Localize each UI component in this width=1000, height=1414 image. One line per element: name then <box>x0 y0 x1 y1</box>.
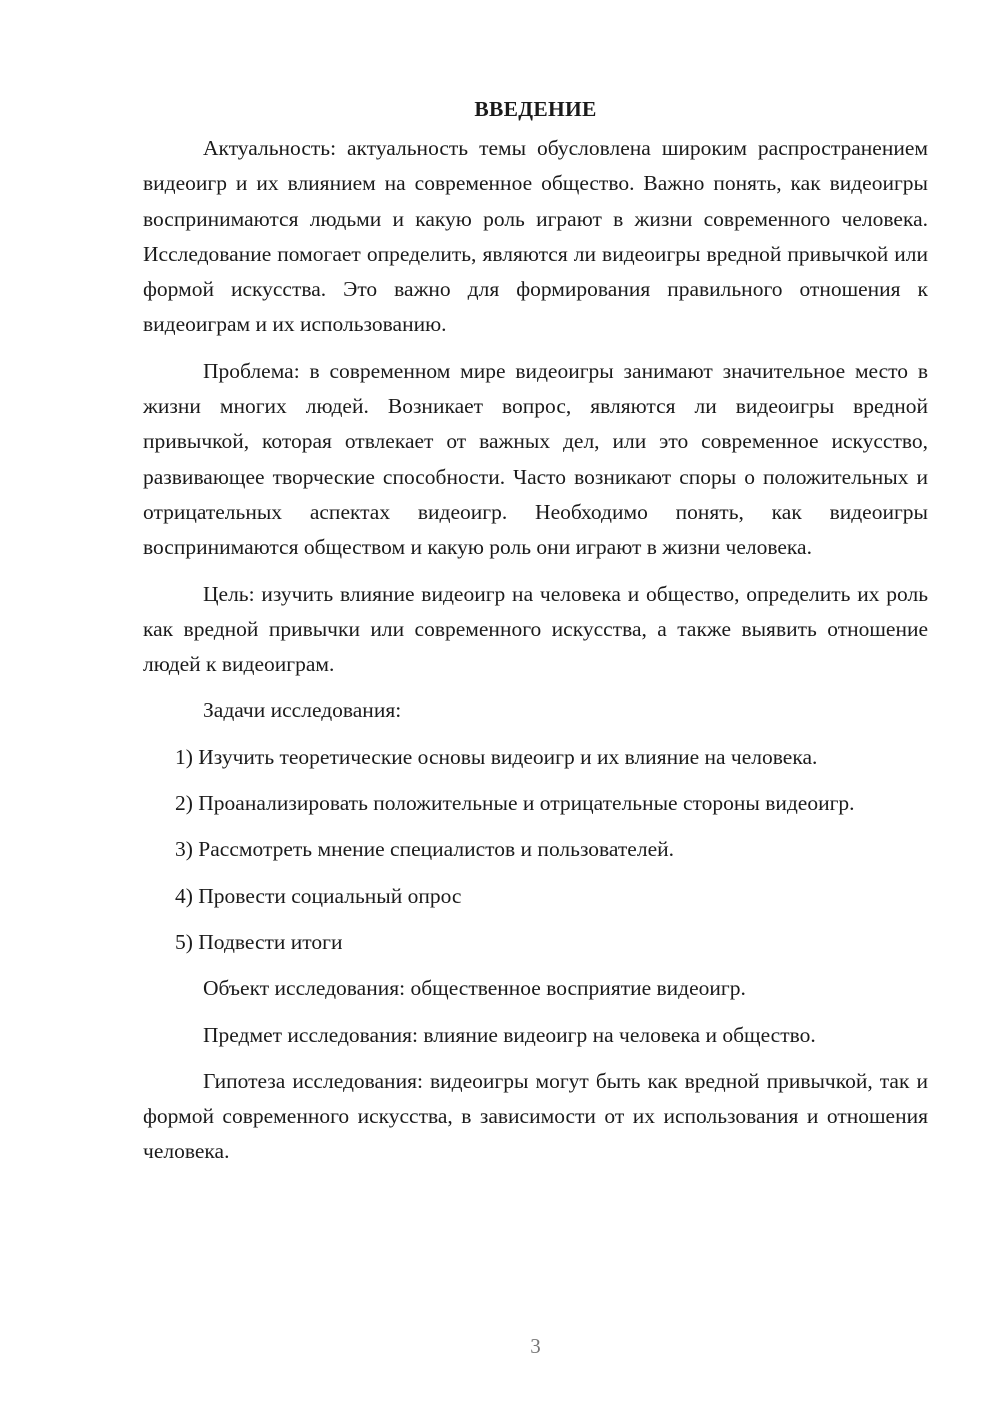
document-page <box>143 92 928 1181</box>
task-item: 3) Рассмотреть мнение специалистов и пользователей. <box>175 837 675 862</box>
task-item: 1) Изучить теоретические основы видеоигр и их влияние на человека. <box>175 744 818 769</box>
task-item: 2) Проанализировать положительные и отрицательные стороны видеоигр. <box>175 791 855 816</box>
task-item: 4) Провести социальный опрос <box>175 883 462 908</box>
paragraph-goal: Цель: изучить влияние видеоигр на человека и общество, определить их роль как вредной привычки или современного искусства, а также выявить отношение людей к видеоиграм. <box>143 581 928 677</box>
paragraph-subject: Предмет исследования: влияние видеоигр на человека и общество. <box>203 1022 816 1047</box>
paragraph-object: Объект исследования: общественное восприятие видеоигр. <box>203 976 746 1001</box>
task-item: 5) Подвести итоги <box>175 929 343 954</box>
page-title: ВВЕДЕНИЕ <box>474 97 597 121</box>
paragraph-tasks-heading: Задачи исследования: <box>203 698 402 723</box>
paragraph-hypothesis: Гипотеза исследования: видеоигры могут быть как вредной привычкой, так и формой современного искусства, в зависимости от их использования и отношения человека. <box>143 1068 928 1164</box>
paragraph-relevance: Актуальность: актуальность темы обусловлена широким распространением видеоигр и их влиянием на современное общество. Важно понять, как видеоигры воспринимаются людьми и какую роль играют в жизни современного человека. Исследование помогает определить, являются ли видеоигры вредной привычкой или формой искусства. Это важно для формирования правильного отношения к видеоиграм и их использованию. <box>143 136 928 337</box>
page-number: 3 <box>530 1334 541 1358</box>
paragraph-problem: Проблема: в современном мире видеоигры занимают значительное место в жизни многих людей. Возникает вопрос, являются ли видеоигры вредной привычкой, которая отвлекает от важных дел, или это современное искусство, развивающее творческие способности. Часто возникают споры о положительных и отрицательных аспектах видеоигр. Необходимо понять, как видеоигры воспринимаются обществом и какую роль они играют в жизни человека. <box>143 358 928 560</box>
